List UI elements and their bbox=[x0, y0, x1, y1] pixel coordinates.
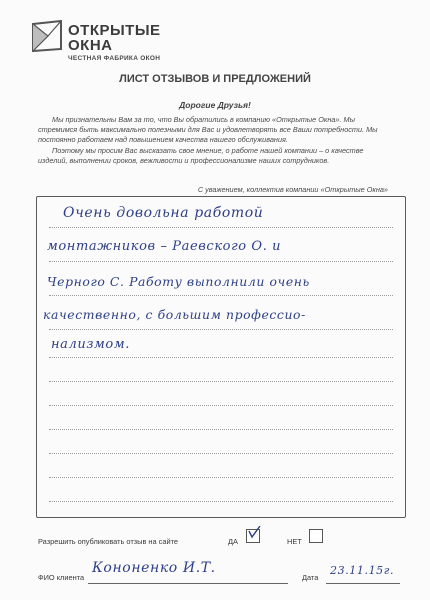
client-name-value[interactable]: Кононенко И.Т. bbox=[92, 560, 216, 576]
client-name-underline bbox=[88, 583, 288, 584]
ruled-line bbox=[49, 453, 393, 454]
review-box[interactable] bbox=[36, 196, 406, 518]
form-title: ЛИСТ ОТЗЫВОВ И ПРЕДЛОЖЕНИЙ bbox=[119, 73, 311, 85]
brand-name-line1: ОТКРЫТЫЕ bbox=[68, 22, 161, 39]
ruled-line bbox=[49, 381, 393, 382]
no-label: НЕТ bbox=[287, 537, 302, 546]
ruled-line bbox=[49, 501, 393, 502]
no-checkbox[interactable] bbox=[309, 529, 323, 543]
window-logo-icon bbox=[30, 20, 64, 52]
yes-label: ДА bbox=[228, 537, 238, 546]
client-name-label: ФИО клиента bbox=[38, 573, 85, 582]
ruled-line bbox=[49, 227, 393, 228]
brand-name-line2: ОКНА bbox=[68, 37, 113, 54]
review-line: нализмом. bbox=[51, 337, 130, 352]
intro-text bbox=[38, 115, 394, 166]
brand-tagline: ЧЕСТНАЯ ФАБРИКА ОКОН bbox=[68, 55, 161, 62]
signature-text: С уважением, коллектив компании «Открытые Окна» bbox=[197, 185, 388, 194]
ruled-line bbox=[49, 429, 393, 430]
ruled-line bbox=[49, 261, 393, 262]
date-value[interactable]: 23.11.15г. bbox=[330, 564, 395, 577]
ruled-line bbox=[49, 329, 393, 330]
date-label: Дата bbox=[302, 573, 319, 582]
review-line: монтажников – Раевского О. и bbox=[47, 239, 282, 254]
intro-paragraph-1: Мы признательны Вам за то, что Вы обратились в компанию «Открытые Окна». Мы стремимся быть максимально полезными для Вас и удовлетворять все Ваши потребности. Мы постоянно работаем над повышением качества нашего обслуживания. bbox=[38, 115, 378, 145]
review-line: Очень довольна работой bbox=[63, 205, 264, 221]
check-mark-icon bbox=[247, 526, 261, 540]
ruled-line bbox=[49, 357, 393, 358]
review-line: Черного С. Работу выполнили очень bbox=[47, 274, 310, 289]
greeting: Дорогие Друзья! bbox=[179, 100, 251, 110]
ruled-line bbox=[49, 405, 393, 406]
review-line: качественно, с большим профессио- bbox=[43, 307, 306, 322]
intro-paragraph-2: Поэтому мы просим Вас высказать свое мнение, о работе нашей компании – о качестве изделий, выполнении сроков, вежливости и профессионализме наших сотрудников. bbox=[38, 145, 364, 165]
company-logo bbox=[30, 20, 200, 68]
date-underline bbox=[326, 583, 400, 584]
publish-consent-label: Разрешить опубликовать отзыв на сайте bbox=[38, 537, 179, 546]
yes-checkbox[interactable] bbox=[246, 529, 260, 543]
ruled-line bbox=[49, 477, 393, 478]
ruled-line bbox=[49, 295, 393, 296]
